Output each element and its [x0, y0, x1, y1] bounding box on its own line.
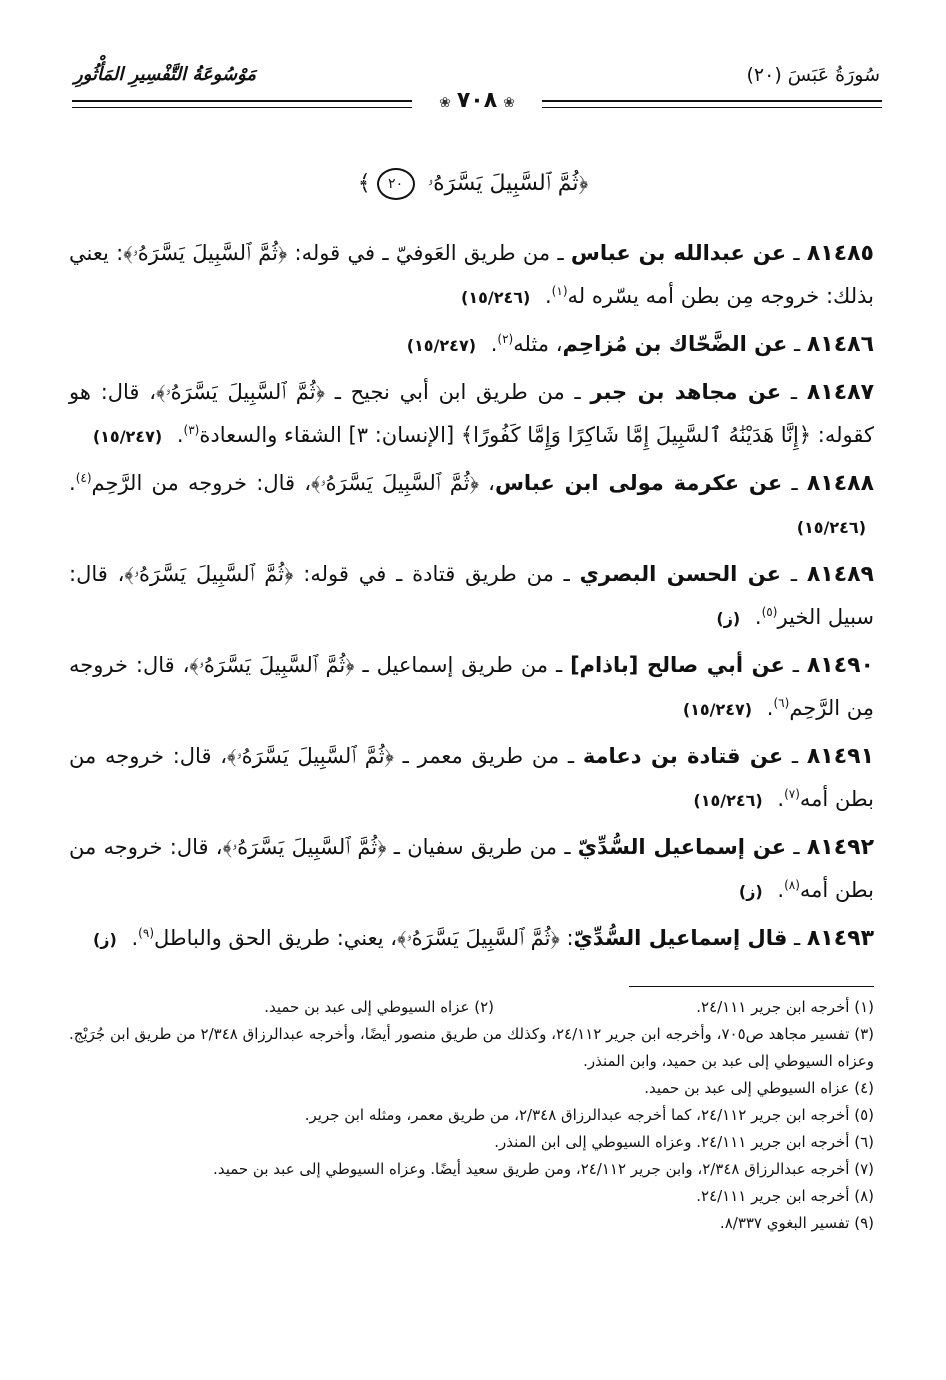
entry-narrator: قال إسماعيل السُّدِّيّ: [573, 926, 788, 950]
entry-end: .: [544, 284, 552, 308]
title-verse: ثُمَّ ٱلسَّبِيلَ يَسَّرَهُۥ: [427, 171, 579, 196]
entry-narrator: عن أبي صالح [باذام]: [570, 653, 785, 677]
entry-end: .: [777, 878, 785, 902]
book-title: مَوْسُوعَةُ التَّفْسِيرِ المَأْثُورِ: [74, 64, 257, 85]
entry-narrator: عن مجاهد بن جبر: [590, 380, 782, 404]
entry-quote: ﴿ثُمَّ ٱلسَّبِيلَ يَسَّرَهُۥ﴾: [222, 835, 387, 859]
entry-reference: (١٥/٢٤٦): [693, 791, 763, 810]
page-number-box: [417, 88, 537, 113]
entry-chain: ـ من طريق سفيان ـ: [386, 835, 578, 859]
footnote-marker[interactable]: (٧): [784, 787, 800, 801]
entry-quote: ﴿ثُمَّ ٱلسَّبِيلَ يَسَّرَهُۥ﴾: [397, 926, 560, 950]
ayah-number-badge: ٢٠: [377, 168, 415, 200]
footnote-marker[interactable]: (٨): [784, 878, 800, 892]
ornament-icon: ❀: [439, 95, 451, 111]
entry-reference: (ز): [716, 609, 741, 628]
entry: ٨١٤٩٣ ـ قال إسماعيل السُّدِّيّ: ﴿ثُمَّ ٱلسَّبِيلَ يَسَّرَهُۥ﴾، يعني: طريق الحق والباطل$^{(٩)}$. (ز): [92, 926, 874, 951]
entry-text: ، قال: هو كقوله: ﴿إِنَّا هَدَيْنَٰهُ ٱلسَّبِيلَ إِمَّا شَاكِرًا وَإِمَّا كَفُورًا﴾ [الإنسان: ٣] الشقاء والسعادة: [69, 380, 874, 447]
entry: ٨١٤٩١ ـ عن قتادة بن دعامة ـ من طريق معمر ـ ﴿ثُمَّ ٱلسَّبِيلَ يَسَّرَهُۥ﴾، قال: خروجه من بطن أمه$^{(٧)}$. (١٥/٢٤٦): [69, 744, 874, 811]
footnote-marker[interactable]: (١): [551, 284, 568, 298]
entry-end: .: [131, 926, 139, 950]
footnote-marker[interactable]: (٦): [773, 696, 790, 710]
entry-number: ٨١٤٨٩: [806, 562, 874, 587]
entry-end: .: [176, 423, 184, 447]
entry-number: ٨١٤٨٨: [806, 471, 874, 496]
entry-number: ٨١٤٩١: [806, 744, 874, 769]
entry-text: : يعني بذلك: خروجه مِن بطن أمه يسّره له: [69, 241, 874, 308]
footnote-item: (٣) تفسير مجاهد ص٧٠٥، وأخرجه ابن جرير ٢٤/١١٢، وكذلك من طريق منصور أيضًا، وأخرجه عبدالرزاق ٢/٣٤٨ من طريق ابن جُرَيْج. وعزاه السيوطي إلى عبد بن حميد، وابن المنذر.: [69, 1025, 874, 1070]
entry-number: ٨١٤٩٠: [806, 653, 874, 678]
entry-narrator: عن إسماعيل السُّدِّيّ: [577, 835, 787, 859]
entries-body: [69, 232, 874, 965]
footnotes: [69, 994, 874, 1237]
footnote-marker[interactable]: (٣): [183, 423, 200, 437]
entry-narrator: عن عبدالله بن عباس: [570, 241, 787, 265]
entry: ٨١٤٨٨ ـ عن عكرمة مولى ابن عباس، ﴿ثُمَّ ٱلسَّبِيلَ يَسَّرَهُۥ﴾، قال: خروجه من الرَّحِم$^{(٤)}$. (١٥/٢٤٦): [69, 471, 874, 537]
entry-narrator: عن الضَّحّاك بن مُزاحِم: [562, 332, 788, 356]
entry: ٨١٤٨٧ ـ عن مجاهد بن جبر ـ من طريق ابن أبي نجيح ـ ﴿ثُمَّ ٱلسَّبِيلَ يَسَّرَهُۥ﴾، قال: هو كقوله: ﴿إِنَّا هَدَيْنَٰهُ ٱلسَّبِيلَ إِمَّا شَاكِرًا وَإِمَّا كَفُورًا﴾ [الإنسان: ٣] الشقاء والسعادة$^{(٣)}$. (١٥/٢٤٧): [69, 380, 874, 447]
footnote-row: [69, 994, 874, 1021]
title-open-bracket: ﴿: [578, 171, 589, 196]
header-rule-right: [542, 100, 882, 108]
entry-number: ٨١٤٨٦: [806, 332, 874, 357]
footnote-item: (٧) أخرجه عبدالرزاق ٢/٣٤٨، وابن جرير ٢٤/١١٢، ومن طريق سعيد أيضًا. وعزاه السيوطي إلى عبد بن حميد.: [213, 1160, 874, 1178]
entry-chain: ـ من طريق معمر ـ: [393, 744, 583, 768]
entry: ٨١٤٩٢ ـ عن إسماعيل السُّدِّيّ ـ من طريق سفيان ـ ﴿ثُمَّ ٱلسَّبِيلَ يَسَّرَهُۥ﴾، قال: خروجه من بطن أمه$^{(٨)}$. (ز): [69, 835, 874, 902]
header-rule-left: [72, 100, 412, 108]
footnote-item: (٥) أخرجه ابن جرير ٢٤/١١٢، كما أخرجه عبدالرزاق ٢/٣٤٨، من طريق معمر، ومثله ابن جرير.: [304, 1106, 874, 1124]
page-number: ٧٠٨: [456, 88, 498, 113]
entry-reference: (١٥/٢٤٧): [682, 700, 753, 719]
entry-reference: (١٥/٢٤٦): [796, 518, 866, 537]
entry-text: ، قال: سبيل الخير: [69, 562, 874, 629]
entry-reference: (ز): [92, 930, 117, 949]
entry: ٨١٤٨٥ ـ عن عبدالله بن عباس ـ من طريق العَوفيّ ـ في قوله: ﴿ثُمَّ ٱلسَّبِيلَ يَسَّرَهُۥ﴾: يعني بذلك: خروجه مِن بطن أمه يسّره له$^{(١)}$. (١٥/٢٤٦): [69, 241, 874, 308]
entry-quote: ﴿ثُمَّ ٱلسَّبِيلَ يَسَّرَهُۥ﴾: [156, 380, 325, 404]
entry-text: ، قال: خروجه من بطن أمه: [69, 744, 874, 811]
footnote-marker[interactable]: (٤): [75, 471, 92, 485]
entry-reference: (١٥/٢٤٦): [461, 288, 531, 307]
entry-chain: ، مثله: [513, 332, 563, 356]
entry-text: ، يعني: طريق الحق والباطل: [154, 926, 398, 950]
entry-end: .: [754, 605, 762, 629]
ornament-icon: ❀: [503, 95, 515, 111]
entry-chain: ،: [478, 471, 495, 495]
footnote-item: (٦) أخرجه ابن جرير ٢٤/١١١. وعزاه السيوطي إلى ابن المنذر.: [494, 1133, 874, 1151]
entry-narrator: عن الحسن البصري: [579, 562, 781, 586]
entry-quote: ﴿ثُمَّ ٱلسَّبِيلَ يَسَّرَهُۥ﴾: [227, 744, 394, 768]
entry-reference: (١٥/٢٤٧): [92, 427, 163, 446]
title-close-bracket: ﴾: [357, 171, 371, 196]
footnote-item: (٨) أخرجه ابن جرير ٢٤/١١١.: [696, 1187, 874, 1205]
entry-text: ، قال: خروجه من بطن أمه: [69, 835, 874, 902]
entry-chain: ـ من طريق قتادة ـ في قوله:: [293, 562, 580, 586]
footnote-marker[interactable]: (٥): [761, 605, 778, 619]
entry-chain: :: [559, 926, 574, 950]
entry-quote: ﴿ثُمَّ ٱلسَّبِيلَ يَسَّرَهُۥ﴾: [124, 562, 294, 586]
entry-number: ٨١٤٨٧: [806, 380, 874, 405]
page-header: [72, 60, 882, 130]
footnote-item: (٢) عزاه السيوطي إلى عبد بن حميد.: [264, 998, 494, 1016]
entry-end: .: [490, 332, 498, 356]
entry-quote: ﴿ثُمَّ ٱلسَّبِيلَ يَسَّرَهُۥ﴾: [189, 653, 355, 677]
footnote-item: (٩) تفسير البغوي ٨/٣٣٧.: [719, 1214, 874, 1232]
entry-number: ٨١٤٩٣: [806, 926, 874, 951]
entry-end: .: [777, 787, 785, 811]
entry-chain: ـ من طريق العَوفيّ ـ في قوله:: [287, 241, 571, 265]
entry-number: ٨١٤٩٢: [806, 835, 874, 860]
footnote-item: (٤) عزاه السيوطي إلى عبد بن حميد.: [644, 1079, 874, 1097]
entry-quote: ﴿ثُمَّ ٱلسَّبِيلَ يَسَّرَهُۥ﴾: [123, 241, 288, 265]
surah-label: سُورَةُ عَبَسَ (٢٠): [746, 64, 880, 86]
entry-text: ، قال: خروجه من الرَّحِم: [91, 471, 312, 495]
entry-end: .: [766, 696, 774, 720]
entry-chain: ـ من طريق إسماعيل ـ: [354, 653, 571, 677]
footnote-marker[interactable]: (٩): [138, 926, 154, 940]
entry-narrator: عن قتادة بن دعامة: [582, 744, 784, 768]
entry-end: .: [69, 471, 76, 495]
entry-quote: ﴿ثُمَّ ٱلسَّبِيلَ يَسَّرَهُۥ﴾: [311, 471, 479, 495]
footnote-divider: [629, 986, 874, 987]
entry-narrator: عن عكرمة مولى ابن عباس: [494, 471, 783, 495]
entry-chain: ـ من طريق ابن أبي نجيح ـ: [324, 380, 591, 404]
footnote-item: (١) أخرجه ابن جرير ٢٤/١١١.: [696, 998, 874, 1016]
entry-text: ، قال: خروجه مِن الرَّحِم: [69, 653, 874, 720]
section-title: [0, 168, 946, 200]
entry-number: ٨١٤٨٥: [806, 241, 874, 266]
entry-reference: (١٥/٢٤٧): [406, 336, 477, 355]
footnote-marker[interactable]: (٢): [497, 332, 514, 346]
entry-reference: (ز): [738, 882, 763, 901]
entry: ٨١٤٨٦ ـ عن الضَّحّاك بن مُزاحِم، مثله$^{(٢)}$. (١٥/٢٤٧): [406, 332, 874, 357]
entry: ٨١٤٨٩ ـ عن الحسن البصري ـ من طريق قتادة ـ في قوله: ﴿ثُمَّ ٱلسَّبِيلَ يَسَّرَهُۥ﴾، قال: سبيل الخير$^{(٥)}$. (ز): [69, 562, 874, 629]
entry: ٨١٤٩٠ ـ عن أبي صالح [باذام] ـ من طريق إسماعيل ـ ﴿ثُمَّ ٱلسَّبِيلَ يَسَّرَهُۥ﴾، قال: خروجه مِن الرَّحِم$^{(٦)}$. (١٥/٢٤٧): [69, 653, 874, 720]
